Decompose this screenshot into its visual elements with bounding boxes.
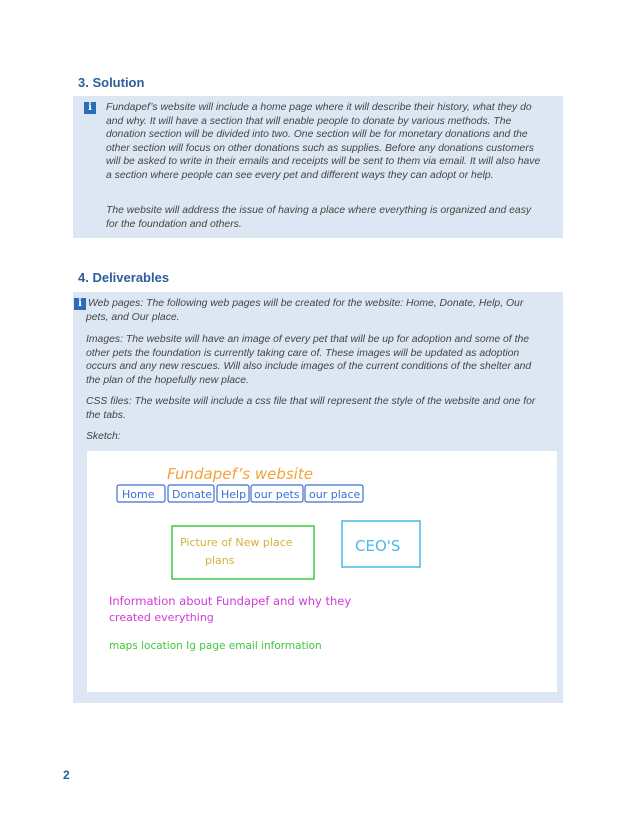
section-heading-deliverables: 4. Deliverables xyxy=(78,270,170,285)
deliverables-images: Images: The website will have an image of every pet that will be up for adoption and some of the other pets the foundation is currently taking care of. These images will be updated as adoption occurs and any new rescues. Will also include images of the current conditions of the shelter and the plan of the hopefully new place. xyxy=(86,334,532,386)
sketch-picture-box xyxy=(172,526,314,579)
deliverables-sketch-label: Sketch: xyxy=(86,431,121,442)
section-heading-solution: 3. Solution xyxy=(78,75,145,90)
sketch-picture-line-1: Picture of New place xyxy=(180,536,293,549)
sketch-tab-our-pets: our pets xyxy=(254,488,300,501)
sketch-tab-home: Home xyxy=(122,488,155,501)
sketch-ceo-label: CEO'S xyxy=(355,537,401,555)
deliverables-web-pages: Web pages: The following web pages will be created for the website: Home, Donate, Help, Our pets, and Our place. xyxy=(86,298,524,323)
sketch-info-line-1: Information about Fundapef and why they xyxy=(109,594,352,608)
sketch-title: Fundapef’s website xyxy=(167,465,313,483)
sketch-info-line-2: created everything xyxy=(109,611,214,624)
sketch-tab-our-place: our place xyxy=(309,488,361,501)
sketch-footer-line: maps location Ig page email information xyxy=(109,640,322,652)
sketch-tab-help: Help xyxy=(221,488,247,501)
sketch-picture-line-2: plans xyxy=(205,554,235,567)
deliverables-css-files: CSS files: The website will include a css file that will represent the style of the website and one for the tabs. xyxy=(86,396,536,421)
solution-info-box xyxy=(73,96,563,238)
solution-paragraph-1: Fundapef’s website will include a home page where it will describe their history, what they do and why. It will have a section that will enable people to donate by various methods. The donation section will be divided into two. One section will be for monetary donations and the other section will focus on other donations such as supplies. Before any donations customers will be asked to write in their emails and receipts will be sent to them via email. It will also have a section where people can see every pet and different ways they can adopt or help. xyxy=(106,102,541,181)
info-icon: i xyxy=(84,102,96,114)
info-icon: i xyxy=(74,298,86,310)
page-number: 2 xyxy=(63,768,70,782)
solution-paragraph-2: The website will address the issue of having a place where everything is organized and easy for the foundation and others. xyxy=(106,205,532,230)
sketch-tab-donate: Donate xyxy=(172,488,212,501)
website-sketch xyxy=(87,451,557,692)
